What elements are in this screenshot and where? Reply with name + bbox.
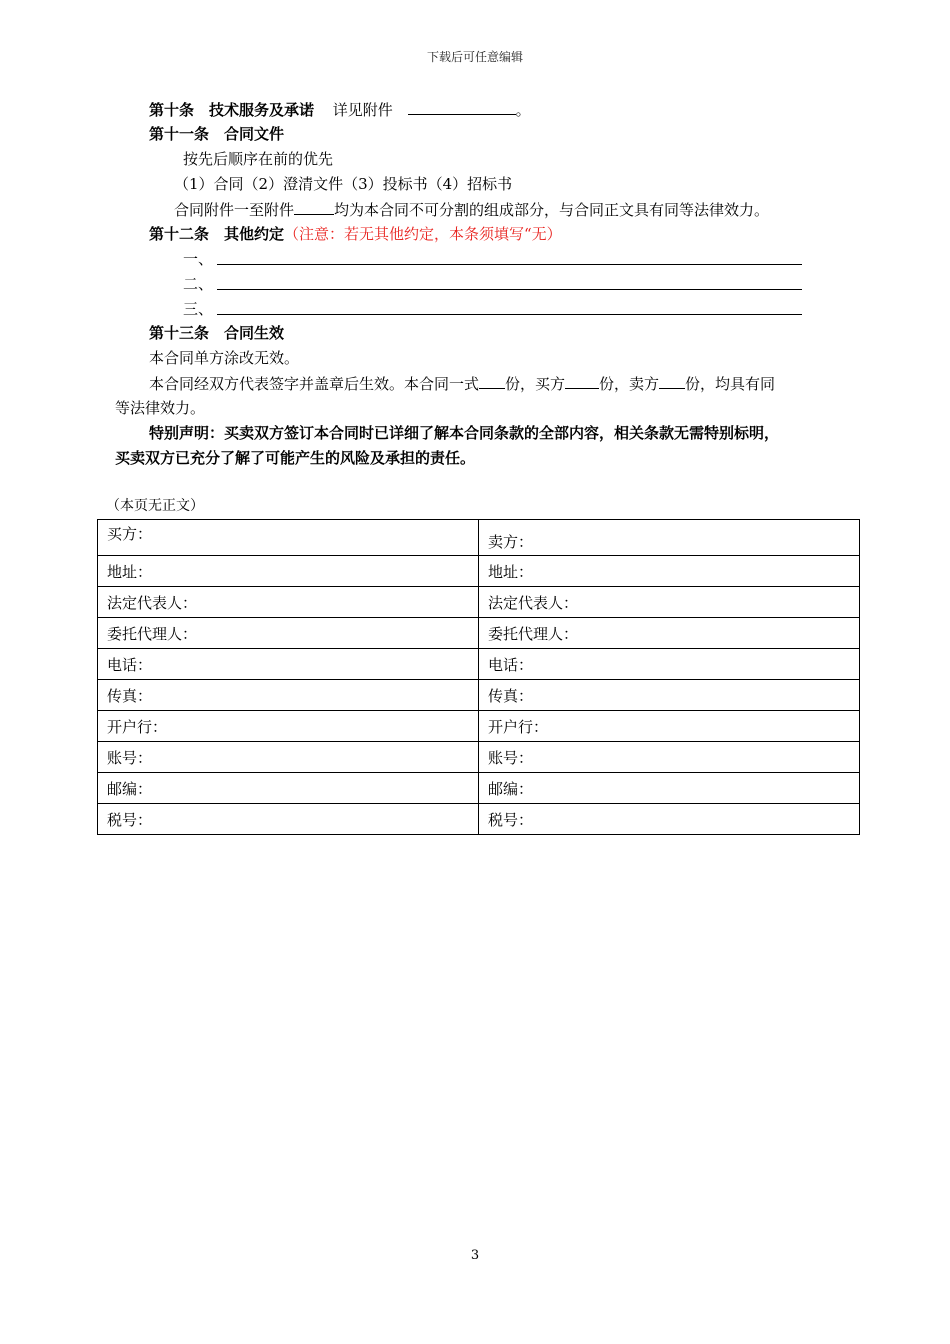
- buyer-legal-rep-cell[interactable]: 法定代表人：: [98, 587, 479, 618]
- other-item-2-label: 二、: [183, 275, 214, 293]
- buyer-tax-id-cell[interactable]: 税号：: [98, 804, 479, 835]
- article-13-line-3: 等法律效力。: [115, 399, 206, 417]
- article-13-line-2: [149, 373, 775, 394]
- article-11-line-3a: 合同附件一至附件: [174, 201, 295, 219]
- other-item-3-label: 三、: [183, 300, 214, 318]
- article-10-end: 。: [515, 101, 531, 119]
- buyer-cell[interactable]: 买方：: [98, 520, 479, 556]
- table-row: [98, 804, 860, 835]
- buyer-agent-cell[interactable]: 委托代理人：: [98, 618, 479, 649]
- copies-total-blank[interactable]: [479, 373, 505, 389]
- table-row: [98, 587, 860, 618]
- parties-table: [97, 519, 860, 835]
- seller-account-cell[interactable]: 账号：: [479, 742, 860, 773]
- buyer-phone-cell[interactable]: 电话：: [98, 649, 479, 680]
- appendix-blank[interactable]: [294, 199, 334, 215]
- seller-legal-rep-cell[interactable]: 法定代表人：: [479, 587, 860, 618]
- seller-agent-cell[interactable]: 委托代理人：: [479, 618, 860, 649]
- article-13-p2a: 本合同经双方代表签字并盖章后生效。本合同一式: [149, 375, 480, 393]
- table-row: [98, 618, 860, 649]
- article-13-p2c: 份，卖方: [599, 375, 660, 393]
- article-13-p2d: 份，均具有同: [685, 375, 776, 393]
- seller-phone-cell[interactable]: 电话：: [479, 649, 860, 680]
- seller-tax-id-cell[interactable]: 税号：: [479, 804, 860, 835]
- seller-bank-cell[interactable]: 开户行：: [479, 711, 860, 742]
- article-11-line-3: [174, 199, 769, 220]
- copies-buyer-blank[interactable]: [565, 373, 599, 389]
- article-13-title: 第十三条 合同生效: [149, 324, 285, 342]
- buyer-account-cell[interactable]: 账号：: [98, 742, 479, 773]
- table-row: [98, 773, 860, 804]
- special-statement-line-2: 买卖双方已充分了解了可能产生的风险及承担的责任。: [115, 449, 476, 467]
- other-item-2-line[interactable]: [217, 289, 802, 290]
- article-12-note: （注意：若无其他约定，本条须填写“无）: [284, 225, 562, 243]
- article-11-line-2: （1）合同（2）澄清文件（3）投标书（4）招标书: [174, 175, 513, 193]
- no-text-note: （本页无正文）: [106, 498, 204, 514]
- seller-address-cell[interactable]: 地址：: [479, 556, 860, 587]
- other-item-1-label: 一、: [183, 250, 214, 268]
- seller-postcode-cell[interactable]: 邮编：: [479, 773, 860, 804]
- table-row: [98, 649, 860, 680]
- special-statement-line-1: 特别声明：买卖双方签订本合同时已详细了解本合同条款的全部内容，相关条款无需特别标明，: [149, 424, 780, 442]
- article-13-line-1: 本合同单方涂改无效。: [149, 349, 300, 367]
- table-row: [98, 556, 860, 587]
- article-10: [149, 99, 531, 120]
- article-12-title: 第十二条 其他约定: [149, 225, 285, 243]
- table-row: [98, 680, 860, 711]
- article-10-text: 详见附件: [332, 101, 393, 119]
- table-row: [98, 711, 860, 742]
- other-item-1-line[interactable]: [217, 264, 802, 265]
- page-header: 下载后可任意编辑: [426, 50, 523, 64]
- page-number: 3: [470, 1248, 480, 1263]
- table-row: [98, 742, 860, 773]
- buyer-fax-cell[interactable]: 传真：: [98, 680, 479, 711]
- other-item-3-line[interactable]: [217, 314, 802, 315]
- buyer-postcode-cell[interactable]: 邮编：: [98, 773, 479, 804]
- article-11-line-3b: 均为本合同不可分割的组成部分，与合同正文具有同等法律效力。: [334, 201, 770, 219]
- article-11-title: 第十一条 合同文件: [149, 125, 285, 143]
- article-11-line-1: 按先后顺序在前的优先: [183, 150, 334, 168]
- seller-cell[interactable]: 卖方：: [479, 520, 860, 556]
- copies-seller-blank[interactable]: [659, 373, 685, 389]
- attachment-blank[interactable]: [408, 99, 516, 115]
- seller-fax-cell[interactable]: 传真：: [479, 680, 860, 711]
- article-13-p2b: 份，买方: [505, 375, 566, 393]
- table-row: [98, 520, 860, 556]
- article-10-title: 第十条 技术服务及承诺: [149, 101, 315, 119]
- article-12-heading: [149, 224, 562, 244]
- buyer-bank-cell[interactable]: 开户行：: [98, 711, 479, 742]
- buyer-address-cell[interactable]: 地址：: [98, 556, 479, 587]
